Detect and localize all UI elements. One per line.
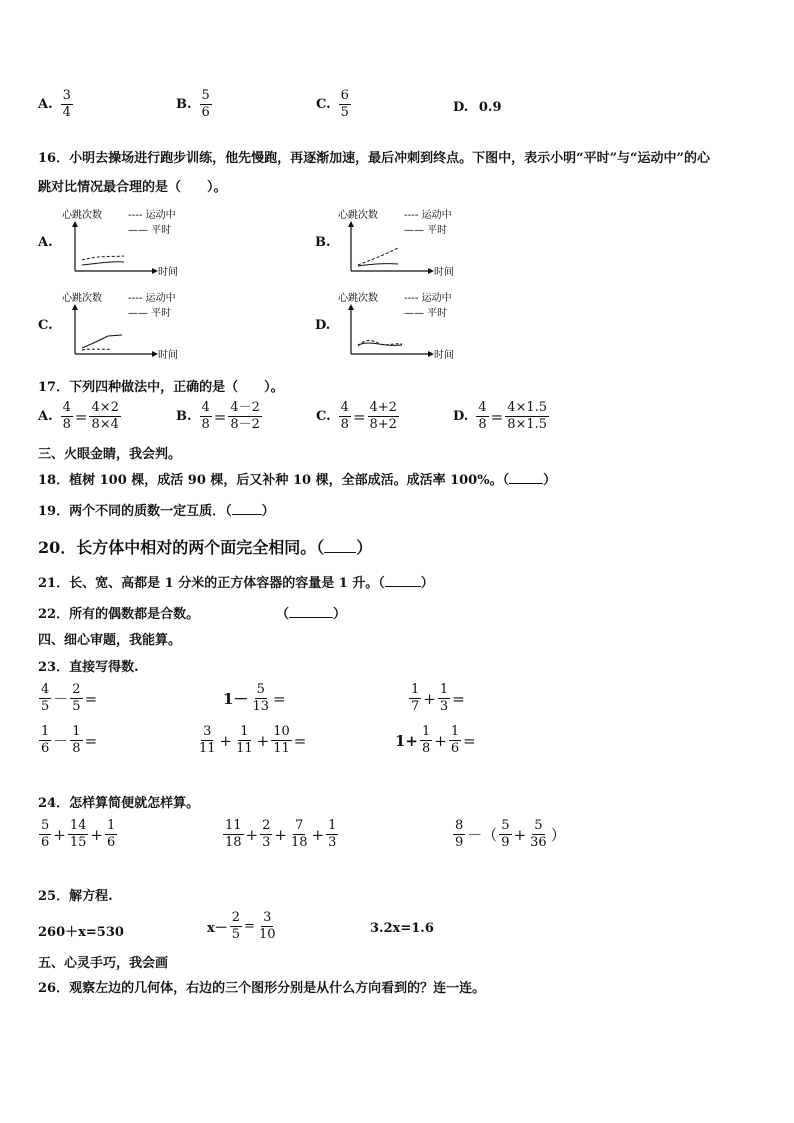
numerator: 4×1.5 xyxy=(507,400,548,415)
denominator: 18 xyxy=(290,835,308,850)
q22-answer xyxy=(276,603,346,622)
operator: －（ xyxy=(467,826,498,844)
operator: + xyxy=(219,731,233,750)
fraction xyxy=(105,818,117,851)
denominator: 8×4 xyxy=(91,417,119,432)
legend-dash: ---- 运动中 xyxy=(404,293,452,304)
x-axis-label: 时间 xyxy=(434,267,454,277)
legend-solid: —— 平时 xyxy=(404,225,448,236)
q23-expr-5 xyxy=(196,724,307,757)
q26-stem: 26．观察左边的几何体，右边的三个图形分别是从什么方向看到的？连一连。 xyxy=(38,981,486,996)
q16-stem-line2: 跳对比情况最合理的是（ ）。 xyxy=(38,180,227,195)
q23-expr-6 xyxy=(394,724,477,757)
fraction xyxy=(230,910,242,943)
numerator: 4－2 xyxy=(230,400,260,415)
q19-text: 19．两个不同的质数一定互质．（ xyxy=(38,504,232,519)
fraction xyxy=(368,400,399,433)
fraction xyxy=(39,818,51,851)
numerator: 7 xyxy=(295,818,304,833)
denominator: 3 xyxy=(262,835,271,850)
denominator: 6 xyxy=(106,835,116,850)
section-5-title: 五、心灵手巧，我会画 xyxy=(38,956,169,971)
denominator: 13 xyxy=(252,699,269,714)
numerator: 1 xyxy=(41,724,50,739)
numerator: 14 xyxy=(69,818,87,833)
fraction xyxy=(228,400,262,433)
fraction xyxy=(70,682,82,715)
y-axis-label: 心跳次数 xyxy=(62,210,102,221)
fraction xyxy=(197,724,218,757)
denominator: 4 xyxy=(62,105,71,120)
fraction xyxy=(200,400,212,433)
denominator: 10 xyxy=(258,927,276,942)
q25-eq-3: 3.2x=1.6 xyxy=(370,921,434,936)
fraction xyxy=(250,682,271,715)
fraction xyxy=(289,818,310,851)
option-label: D. xyxy=(453,100,469,115)
numerator: 2 xyxy=(231,910,241,925)
denominator: 11 xyxy=(273,741,290,756)
operator: + xyxy=(53,825,66,844)
q22-text: 22．所有的偶数都是合数。 xyxy=(38,607,200,622)
denominator: 8 xyxy=(72,741,81,756)
numerator: 1 xyxy=(106,818,116,833)
q25-eq-1: 260＋x=530 xyxy=(38,925,124,940)
numerator: 1 xyxy=(72,724,81,739)
option-label: D. xyxy=(453,409,469,424)
option-label: B. xyxy=(176,97,192,112)
q22 xyxy=(38,603,199,622)
denominator: 6 xyxy=(41,741,50,756)
q20-text: 20．长方体中相对的两个面完全相同。（ xyxy=(38,538,325,557)
q24-stem: 24．怎样算简便就怎样算。 xyxy=(38,796,200,811)
denominator: 5 xyxy=(41,699,50,714)
option-label: C. xyxy=(316,409,331,424)
q25-stem: 25．解方程. xyxy=(38,889,113,904)
q23-expr-4 xyxy=(38,724,98,757)
graph-a-label: A. xyxy=(38,235,53,250)
graph-a xyxy=(60,205,200,277)
q24-expr-3 xyxy=(452,818,567,851)
denominator: 15 xyxy=(69,835,87,850)
equals-sign: = xyxy=(452,689,465,708)
option-value: 0.9 xyxy=(478,100,502,115)
fraction xyxy=(39,682,51,715)
operator: + xyxy=(245,825,259,844)
q17-option-c xyxy=(316,400,400,433)
fraction xyxy=(326,818,338,851)
fraction xyxy=(409,682,421,715)
fraction xyxy=(476,400,488,433)
denominator: 8 xyxy=(422,741,431,756)
graph-c-label: C. xyxy=(38,318,53,333)
legend-solid: —— 平时 xyxy=(404,308,448,319)
close-paren: ） xyxy=(356,538,373,557)
option-label: B. xyxy=(176,409,192,424)
denominator: 8 xyxy=(62,417,71,432)
numerator: 1 xyxy=(450,724,460,739)
fraction xyxy=(271,724,292,757)
numerator: 4 xyxy=(41,682,50,697)
numerator: 5 xyxy=(201,88,210,103)
denominator: 9 xyxy=(455,835,464,850)
fraction xyxy=(339,400,351,433)
numerator: 2 xyxy=(262,818,271,833)
legend-dash: ---- 运动中 xyxy=(404,210,452,221)
denominator: 6 xyxy=(41,835,50,850)
close-paren: ） xyxy=(261,504,275,519)
operator: + xyxy=(90,825,103,844)
denominator: 11 xyxy=(236,741,253,756)
fraction xyxy=(68,818,89,851)
x-axis-label: 时间 xyxy=(158,267,178,277)
q16-stem-line1: 16．小明去操场进行跑步训练，他先慢跑，再逐渐加速，最后冲刺到终点。下图中，表示小明“平时”与“运动中”的心 xyxy=(38,151,711,166)
q23-stem: 23．直接写得数. xyxy=(38,660,139,675)
fraction xyxy=(528,818,549,851)
denominator: 8+2 xyxy=(369,417,397,432)
denominator: 18 xyxy=(225,835,242,850)
y-axis-label: 心跳次数 xyxy=(62,293,102,304)
q15-option-c xyxy=(316,88,352,121)
equation-prefix: x－ xyxy=(207,921,228,936)
q23-expr-3 xyxy=(408,682,466,715)
q17-option-a xyxy=(38,400,122,433)
close-paren: ） xyxy=(420,576,434,591)
operator: + xyxy=(311,825,325,844)
numerator: 10 xyxy=(273,724,290,739)
graph-d xyxy=(336,288,476,360)
denominator: 8 xyxy=(201,417,210,432)
q17-option-d xyxy=(453,400,550,433)
numerator: 4+2 xyxy=(369,400,397,415)
denominator: 6 xyxy=(450,741,460,756)
numerator: 1 xyxy=(439,682,449,697)
operator: + xyxy=(274,825,287,844)
q23-expr-1 xyxy=(38,682,98,715)
fraction xyxy=(453,818,465,851)
x-axis-label: 时间 xyxy=(434,350,454,360)
numerator: 1 xyxy=(422,724,431,739)
option-label: A. xyxy=(38,409,53,424)
open-paren: （ xyxy=(276,607,290,622)
numerator: 2 xyxy=(72,682,81,697)
operator: + xyxy=(513,825,527,844)
legend-dash: ---- 运动中 xyxy=(128,293,176,304)
equals-sign: = xyxy=(272,689,286,708)
legend-dash: ---- 运动中 xyxy=(128,210,176,221)
fraction xyxy=(260,818,272,851)
q18-text: 18．植树 100 棵，成活 90 棵，后又补种 10 棵，全部成活。成活率 100%。（ xyxy=(38,473,510,488)
numerator: 4 xyxy=(62,400,71,415)
equals-sign: = xyxy=(84,689,98,708)
fraction xyxy=(449,724,461,757)
denominator: 7 xyxy=(411,699,420,714)
denominator: 5 xyxy=(231,927,241,942)
close-paren: ） xyxy=(333,607,347,622)
q21-text: 21．长、宽、高都是 1 分米的正方体容器的容量是 1 升。（ xyxy=(38,576,385,591)
numerator: 5 xyxy=(41,818,50,833)
answer-blank[interactable] xyxy=(232,502,262,515)
q17-option-b xyxy=(176,400,263,433)
equals-sign: = xyxy=(463,731,476,750)
numerator: 4×2 xyxy=(91,400,119,415)
whole-number: 1+ xyxy=(395,731,419,750)
operator: － xyxy=(53,732,69,750)
equals-sign: = xyxy=(352,407,366,426)
fraction xyxy=(499,818,511,851)
close-paren: ） xyxy=(543,473,557,488)
numerator: 1 xyxy=(328,818,337,833)
q15-option-b xyxy=(176,88,213,121)
equals-sign: = xyxy=(244,919,255,934)
fraction xyxy=(223,818,244,851)
equals-sign: = xyxy=(490,407,504,426)
fraction xyxy=(257,910,278,943)
numerator: 3 xyxy=(203,724,212,739)
q24-expr-1 xyxy=(38,818,118,851)
fraction xyxy=(200,88,212,121)
numerator: 1 xyxy=(240,724,249,739)
equals-sign: = xyxy=(213,407,227,426)
q18 xyxy=(38,469,556,488)
equals-sign: = xyxy=(293,731,307,750)
answer-blank[interactable] xyxy=(385,574,421,587)
fraction xyxy=(61,400,73,433)
q21 xyxy=(38,572,434,591)
q17-stem: 17．下列四种做法中，正确的是（ ）。 xyxy=(38,380,284,395)
fraction xyxy=(39,724,51,757)
operator: + xyxy=(423,689,436,708)
fraction xyxy=(420,724,432,757)
answer-blank[interactable] xyxy=(289,605,333,618)
numerator: 1 xyxy=(411,682,420,697)
denominator: 8－2 xyxy=(230,417,260,432)
option-label: A. xyxy=(38,97,53,112)
answer-blank[interactable] xyxy=(324,537,356,553)
numerator: 11 xyxy=(225,818,242,833)
equals-sign: = xyxy=(74,407,88,426)
denominator: 5 xyxy=(340,105,349,120)
fraction xyxy=(61,88,73,121)
graph-b-label: B. xyxy=(315,235,331,250)
numerator: 4 xyxy=(478,400,487,415)
denominator: 36 xyxy=(530,835,547,850)
q15-option-d xyxy=(453,100,502,115)
legend-solid: —— 平时 xyxy=(128,225,172,236)
close-paren: ） xyxy=(550,826,566,844)
operator: + xyxy=(434,731,447,750)
numerator: 5 xyxy=(501,818,510,833)
q20 xyxy=(38,535,372,558)
equals-sign: = xyxy=(84,731,98,750)
graph-d-label: D. xyxy=(315,318,331,333)
numerator: 3 xyxy=(62,88,71,103)
fraction xyxy=(89,400,120,433)
fraction xyxy=(505,400,549,433)
answer-blank[interactable] xyxy=(509,471,543,484)
q25-eq-2 xyxy=(206,910,279,943)
denominator: 3 xyxy=(439,699,449,714)
y-axis-label: 心跳次数 xyxy=(338,210,378,221)
operator: － xyxy=(53,690,69,708)
section-3-title: 三、火眼金睛，我会判。 xyxy=(38,447,182,462)
numerator: 5 xyxy=(534,818,543,833)
whole-number: 1－ xyxy=(223,690,249,708)
fraction xyxy=(70,724,82,757)
q23-expr-2 xyxy=(222,682,287,715)
denominator: 8 xyxy=(478,417,487,432)
numerator: 3 xyxy=(263,910,272,925)
denominator: 6 xyxy=(201,105,210,120)
x-axis-label: 时间 xyxy=(158,350,178,360)
numerator: 4 xyxy=(340,400,349,415)
denominator: 5 xyxy=(72,699,81,714)
fraction xyxy=(339,88,351,121)
q19 xyxy=(38,500,275,519)
option-label: C. xyxy=(316,97,331,112)
numerator: 6 xyxy=(340,88,349,103)
legend-solid: —— 平时 xyxy=(128,308,172,319)
denominator: 3 xyxy=(328,835,337,850)
denominator: 8×1.5 xyxy=(507,417,548,432)
numerator: 5 xyxy=(256,682,265,697)
graph-b xyxy=(336,205,476,277)
q15-option-a xyxy=(38,88,74,121)
fraction xyxy=(438,682,450,715)
fraction xyxy=(234,724,255,757)
graph-c xyxy=(60,288,200,360)
denominator: 8 xyxy=(340,417,349,432)
operator: + xyxy=(256,731,270,750)
y-axis-label: 心跳次数 xyxy=(338,293,378,304)
denominator: 9 xyxy=(501,835,510,850)
denominator: 11 xyxy=(199,741,216,756)
numerator: 4 xyxy=(201,400,210,415)
q24-expr-2 xyxy=(222,818,339,851)
numerator: 8 xyxy=(455,818,464,833)
section-4-title: 四、细心审题，我能算。 xyxy=(38,633,182,648)
